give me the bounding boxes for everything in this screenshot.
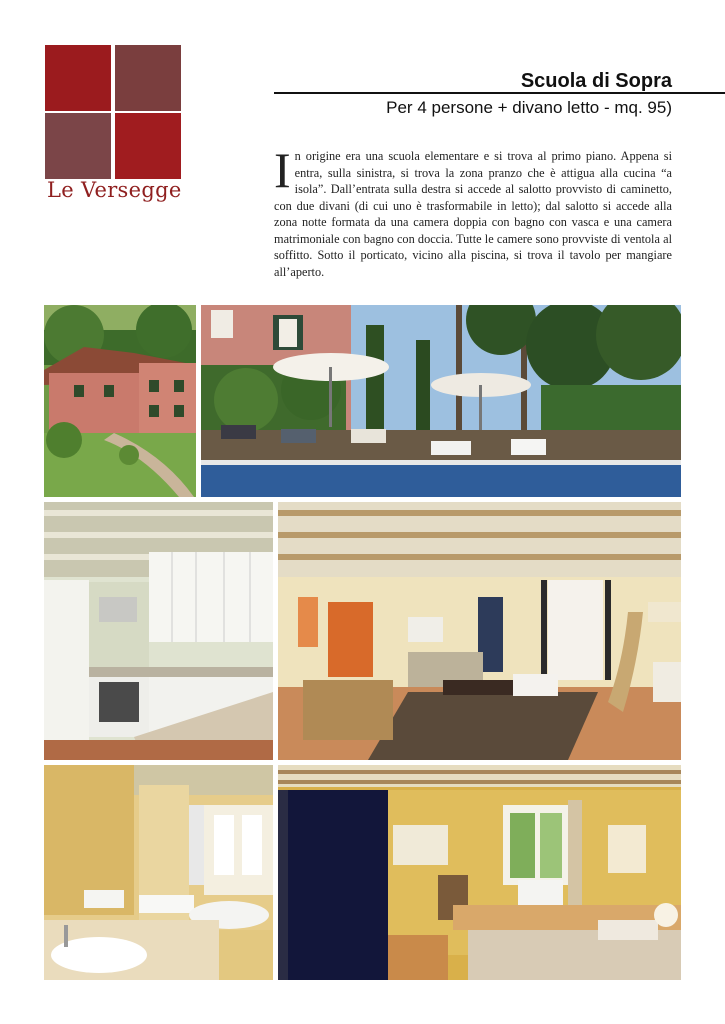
logo-square [115, 113, 181, 179]
logo-square [115, 45, 181, 111]
photo-kitchen [44, 502, 273, 760]
photo-pool [201, 305, 681, 497]
description-paragraph [274, 142, 672, 280]
photo-bedroom [278, 765, 681, 980]
photo-bathroom [44, 765, 273, 980]
photo-living-room [278, 502, 681, 760]
logo-text: Le Versegge [47, 178, 182, 202]
logo-square [45, 113, 111, 179]
drop-cap: I [274, 142, 291, 198]
photo-exterior [44, 305, 196, 497]
logo-square [45, 45, 111, 111]
page-title: Scuola di Sopra [520, 70, 672, 92]
description-text: n origine era una scuola elementare e si trova al primo piano. Appena si entra, sulla sinistra, si trova la zona pranzo che è attigua alla cucina “a isola”. Dall’entrata sulla destra si accede al salotto provvisto di caminetto, con due divani (di cui uno è trasformabile in letto); dal salotto si accede alla zona notte formata da una camera doppia con bagno con vasca e una camera matrimoniale con bagno con doccia. Tutte le camere sono provviste di ventola al soffitto. Sotto il porticato, vicino alla piscina, si trova il tavolo per mangiare all’aperto. [274, 149, 672, 279]
page-subtitle: Per 4 persone + divano letto - mq. 95) [386, 98, 672, 117]
title-divider [274, 92, 725, 94]
